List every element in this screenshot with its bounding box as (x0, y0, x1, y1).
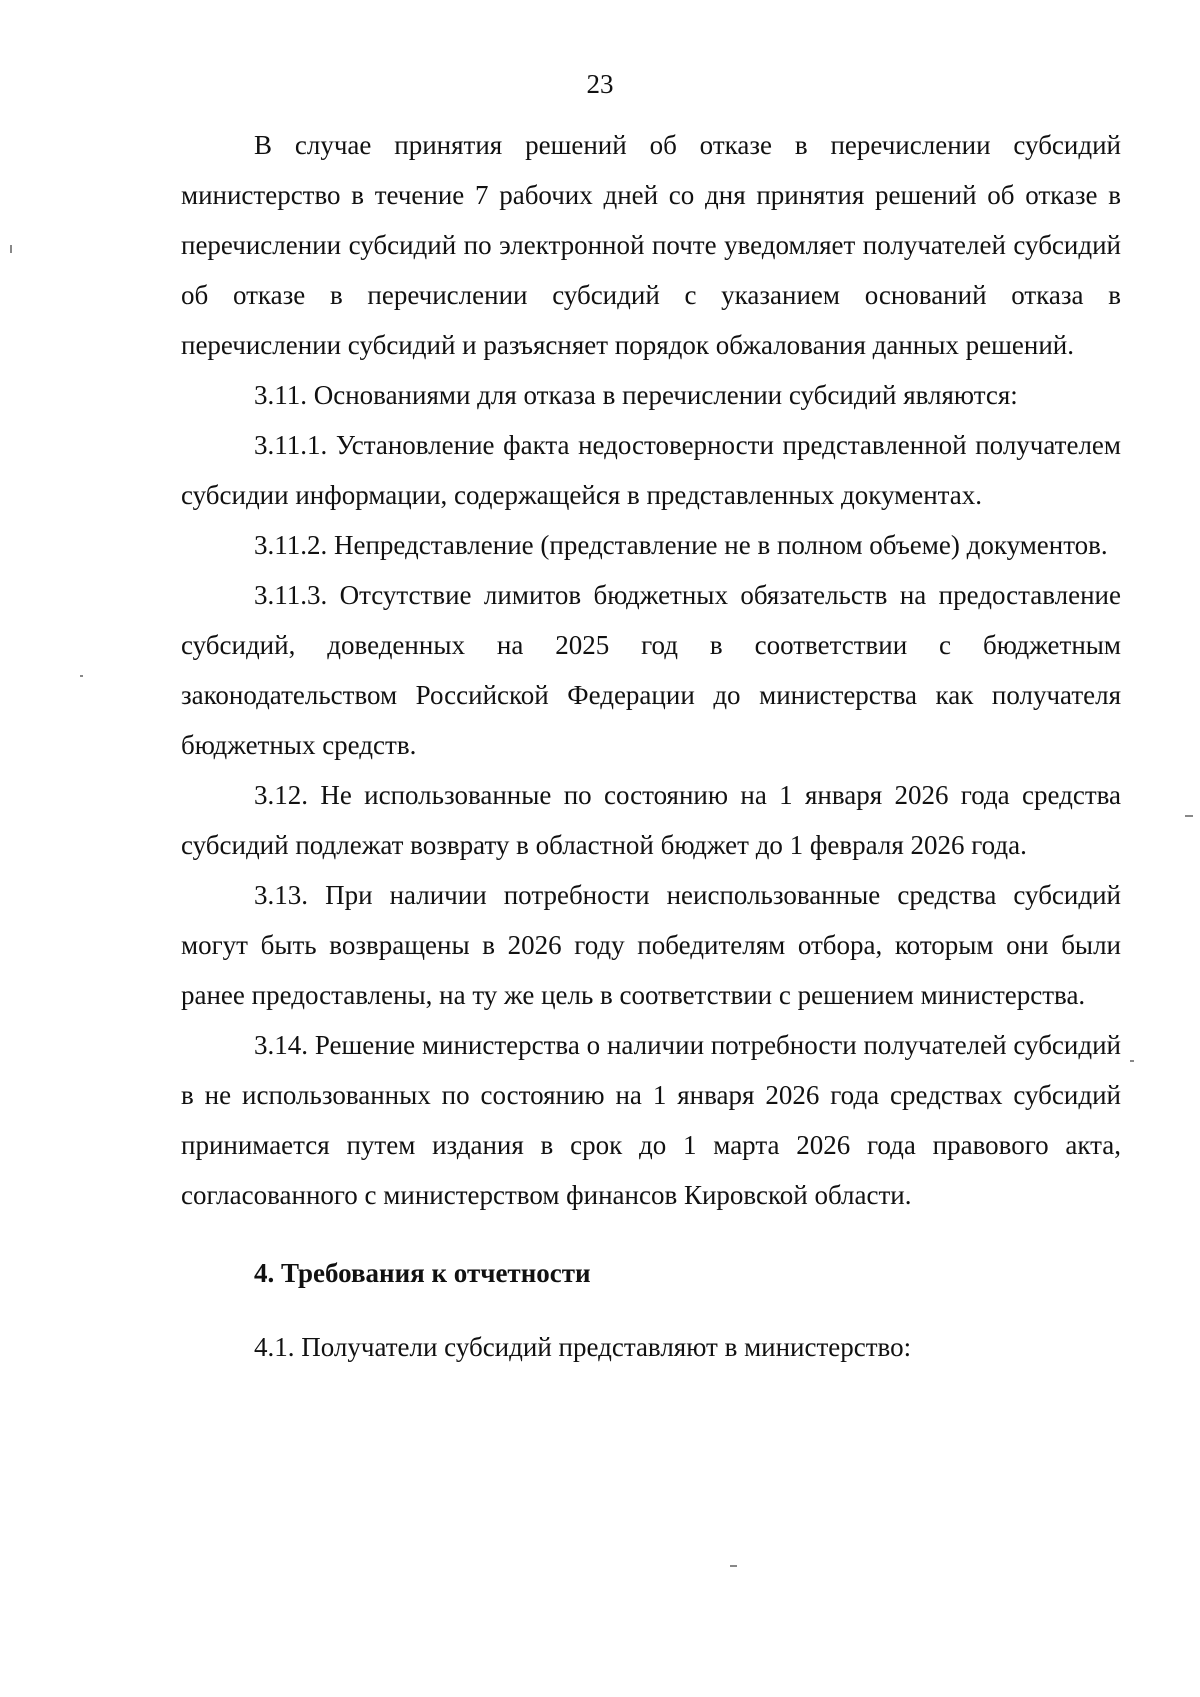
scan-speck (80, 675, 83, 677)
paragraph-3-11: 3.11. Основаниями для отказа в перечислении субсидий являются: (254, 380, 1018, 410)
paragraph-3-11-2: 3.11.2. Непредставление (представление не в полном объеме) документов. (254, 530, 1108, 560)
scan-speck (730, 1565, 737, 1567)
paragraph-3-13: 3.13. При наличии потребности неиспользованные средства субсидий могут быть возвращены в 2026 году победителям отбора, которым они были ранее предоставлены, на ту же цель в соответствии с решением министерства. (181, 880, 1121, 1010)
scan-speck (10, 245, 12, 253)
paragraph-3-12: 3.12. Не использованные по состоянию на 1 января 2026 года средства субсидий подлежат возврату в областной бюджет до 1 февраля 2026 года. (181, 780, 1121, 860)
document-body (181, 120, 1121, 1372)
paragraph-refusal-notice: В случае принятия решений об отказе в перечислении субсидий министерство в течение 7 рабочих дней со дня принятия решений об отказе в перечислении субсидий по электронной почте уведомляет получателей субсидий об отказе в перечислении субсидий с указанием оснований отказа в перечислении субсидий и разъясняет порядок обжалования данных решений. (181, 130, 1121, 360)
paragraph-3-11-1: 3.11.1. Установление факта недостоверности представленной получателем субсидии информации, содержащейся в представленных документах. (181, 430, 1121, 510)
scan-speck (1130, 1060, 1134, 1062)
page-number: 23 (586, 69, 614, 99)
paragraph-3-11-3: 3.11.3. Отсутствие лимитов бюджетных обязательств на предоставление субсидий, доведенных на 2025 год в соответствии с бюджетным законодательством Российской Федерации до министерства как получателя бюджетных средств. (181, 580, 1121, 760)
paragraph-3-14: 3.14. Решение министерства о наличии потребности получателей субсидий в не использованных по состоянию на 1 января 2026 года средствах субсидий принимается путем издания в срок до 1 марта 2026 года правового акта, согласованного с министерством финансов Кировской области. (181, 1030, 1121, 1210)
paragraph-4-1: 4.1. Получатели субсидий представляют в министерство: (254, 1332, 912, 1362)
scan-speck (1185, 815, 1193, 817)
section-heading-reporting: 4. Требования к отчетности (254, 1258, 591, 1288)
